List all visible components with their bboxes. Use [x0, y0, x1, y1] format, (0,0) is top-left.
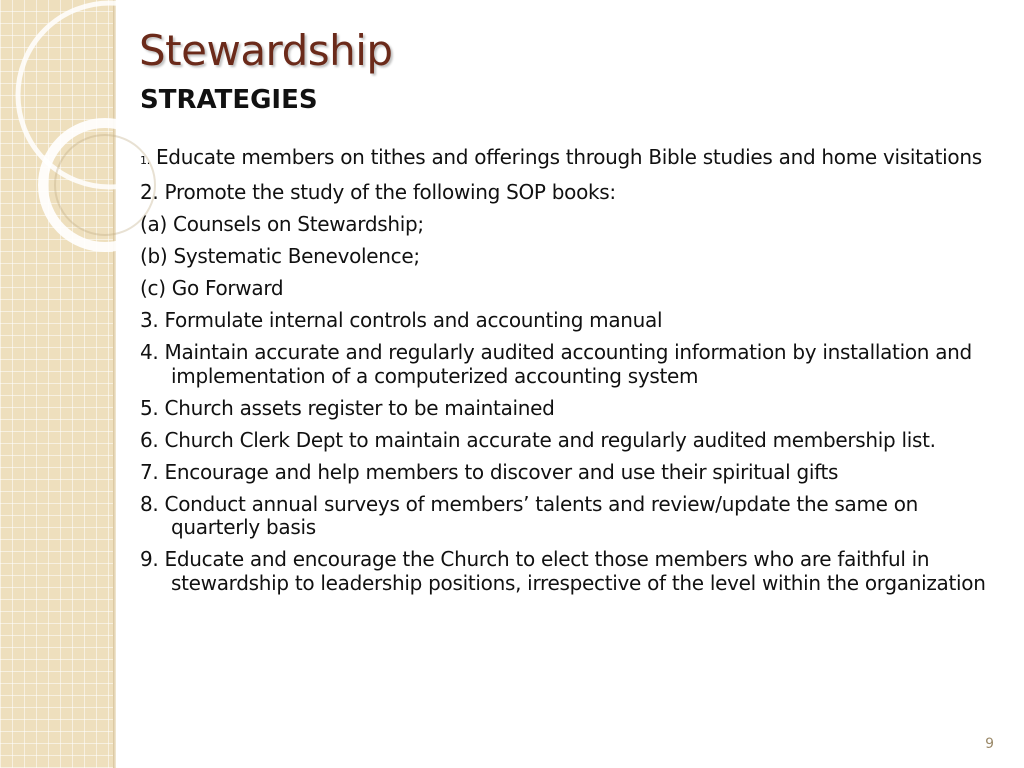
slide-subtitle: STRATEGIES — [140, 85, 318, 115]
list-item — [140, 461, 990, 485]
item-text: Conduct annual surveys of members’ talents and review/update the same on quarterly basis — [164, 491, 919, 539]
item-number: 4. — [140, 340, 159, 364]
strategy-list — [140, 146, 990, 604]
item-number: 8. — [140, 491, 159, 516]
item-number: 9. — [140, 547, 159, 571]
item-number: 3. — [140, 308, 159, 332]
slide-title: Stewardship — [139, 26, 393, 75]
list-item — [140, 429, 990, 453]
item-number: (c) — [140, 276, 166, 300]
item-number: 1. — [140, 154, 150, 167]
item-number: (a) — [140, 212, 167, 236]
item-text: Counsels on Stewardship; — [173, 212, 424, 236]
list-item — [140, 548, 990, 595]
item-number: (b) — [140, 244, 168, 268]
item-text: Systematic Benevolence; — [173, 244, 420, 268]
list-item — [140, 341, 990, 388]
item-text: Church Clerk Dept to maintain accurate and regularly audited membership list. — [164, 427, 936, 452]
item-text: Educate and encourage the Church to elect those members who are faithful in stewardship to leadership positions, irrespective of the level within the organization — [164, 547, 986, 595]
list-item — [140, 181, 990, 205]
item-number: 2. — [140, 180, 159, 204]
list-item — [140, 397, 990, 421]
item-text: Go Forward — [171, 276, 284, 300]
item-number: 5. — [140, 395, 159, 420]
item-text: Encourage and help members to discover and use their spiritual gifts — [164, 459, 839, 484]
list-item — [140, 245, 990, 269]
page-number: 9 — [985, 736, 994, 752]
list-item — [140, 277, 990, 301]
list-item — [140, 146, 990, 173]
item-text: Church assets register to be maintained — [164, 395, 555, 420]
list-item — [140, 213, 990, 237]
decorative-circles — [0, 0, 160, 260]
item-text: Maintain accurate and regularly audited accounting information by installation and implementation of a computerized accounting system — [164, 340, 972, 388]
item-number: 6. — [140, 427, 159, 452]
item-number: 7. — [140, 459, 159, 484]
item-text: Educate members on tithes and offerings through Bible studies and home visitations — [155, 145, 982, 169]
item-text: Formulate internal controls and accounting manual — [164, 308, 663, 332]
list-item — [140, 309, 990, 333]
list-item — [140, 493, 990, 540]
item-text: Promote the study of the following SOP books: — [164, 180, 616, 204]
